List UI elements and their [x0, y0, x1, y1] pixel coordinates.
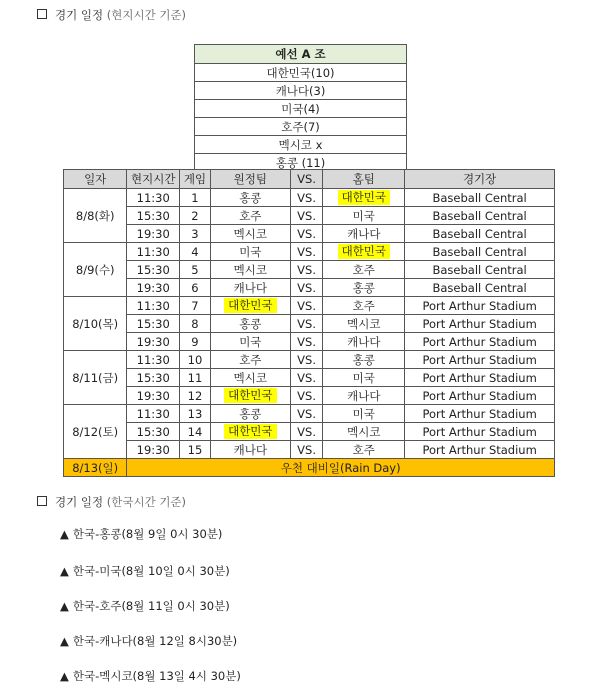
- game-number: 6: [180, 279, 211, 297]
- home-team: [323, 243, 405, 261]
- game-row: [64, 423, 555, 441]
- vs-label: VS.: [290, 225, 323, 243]
- game-row: [64, 279, 555, 297]
- vs-label: VS.: [290, 243, 323, 261]
- vs-label: VS.: [290, 279, 323, 297]
- group-team-row: [195, 136, 407, 154]
- vs-label: VS.: [290, 405, 323, 423]
- game-time: 11:30: [127, 243, 180, 261]
- venue: Port Arthur Stadium: [405, 351, 555, 369]
- game-row: [64, 441, 555, 459]
- vs-label: VS.: [290, 441, 323, 459]
- away-team: 멕시코: [210, 369, 290, 387]
- game-date: 8/12(토): [64, 405, 127, 459]
- home-team: 캐나다: [323, 333, 405, 351]
- highlighted-team: 대한민국: [224, 424, 276, 439]
- group-team-row: [195, 100, 407, 118]
- venue: Port Arthur Stadium: [405, 297, 555, 315]
- venue: Baseball Central: [405, 189, 555, 207]
- venue: Baseball Central: [405, 207, 555, 225]
- group-team: 멕시코 x: [195, 136, 407, 154]
- game-number: 10: [180, 351, 211, 369]
- column-header: 일자: [64, 170, 127, 189]
- game-row: [64, 369, 555, 387]
- game-row: [64, 297, 555, 315]
- game-date: 8/8(화): [64, 189, 127, 243]
- home-team: 캐나다: [323, 225, 405, 243]
- vs-label: VS.: [290, 189, 323, 207]
- away-team: [210, 423, 290, 441]
- korea-time-text: 한국-캐나다(8월 12일 8시30분): [72, 634, 238, 648]
- away-team: 미국: [210, 333, 290, 351]
- group-header-row: [195, 45, 407, 64]
- game-time: 11:30: [127, 351, 180, 369]
- game-number: 8: [180, 315, 211, 333]
- away-team: 캐나다: [210, 279, 290, 297]
- game-row: [64, 351, 555, 369]
- group-team: 호주(7): [195, 118, 407, 136]
- home-team: 미국: [323, 207, 405, 225]
- game-row: [64, 189, 555, 207]
- group-team: 미국(4): [195, 100, 407, 118]
- away-team: 멕시코: [210, 261, 290, 279]
- triangle-bullet-icon: ▲: [60, 634, 69, 648]
- venue: Baseball Central: [405, 279, 555, 297]
- game-number: 4: [180, 243, 211, 261]
- vs-label: VS.: [290, 387, 323, 405]
- heading-text: 경기 일정: [55, 8, 104, 22]
- column-header: 원정팀: [210, 170, 290, 189]
- game-time: 11:30: [127, 189, 180, 207]
- highlighted-team: 대한민국: [338, 190, 390, 205]
- away-team: [210, 297, 290, 315]
- section-heading-local-time: [37, 7, 186, 23]
- game-number: 3: [180, 225, 211, 243]
- game-row: [64, 387, 555, 405]
- korea-time-item: [60, 563, 230, 579]
- column-header: 현지시간: [127, 170, 180, 189]
- korea-time-item: [60, 668, 241, 684]
- game-number: 12: [180, 387, 211, 405]
- game-time: 11:30: [127, 297, 180, 315]
- rain-day-text: 우천 대비일(Rain Day): [127, 459, 555, 477]
- group-team-row: [195, 118, 407, 136]
- game-time: 15:30: [127, 261, 180, 279]
- group-team-row: [195, 64, 407, 82]
- venue: Baseball Central: [405, 225, 555, 243]
- group-team: 캐나다(3): [195, 82, 407, 100]
- game-number: 7: [180, 297, 211, 315]
- away-team: 미국: [210, 243, 290, 261]
- venue: Port Arthur Stadium: [405, 423, 555, 441]
- vs-label: VS.: [290, 333, 323, 351]
- highlighted-team: 대한민국: [224, 298, 276, 313]
- venue: Port Arthur Stadium: [405, 315, 555, 333]
- korea-time-text: 한국-홍콩(8월 9일 0시 30분): [72, 527, 223, 541]
- home-team: 멕시코: [323, 423, 405, 441]
- game-time: 19:30: [127, 225, 180, 243]
- vs-label: VS.: [290, 423, 323, 441]
- vs-label: VS.: [290, 351, 323, 369]
- section-heading-korea-time: [37, 494, 186, 510]
- vs-label: VS.: [290, 261, 323, 279]
- away-team: 호주: [210, 351, 290, 369]
- game-date: 8/11(금): [64, 351, 127, 405]
- korea-time-item: [60, 633, 237, 649]
- away-team: [210, 387, 290, 405]
- game-time: 19:30: [127, 441, 180, 459]
- game-number: 2: [180, 207, 211, 225]
- home-team: 호주: [323, 441, 405, 459]
- venue: Port Arthur Stadium: [405, 405, 555, 423]
- game-row: [64, 405, 555, 423]
- venue: Baseball Central: [405, 243, 555, 261]
- korea-time-item: [60, 598, 230, 614]
- highlighted-team: 대한민국: [338, 244, 390, 259]
- home-team: 호주: [323, 297, 405, 315]
- korea-time-text: 한국-멕시코(8월 13일 4시 30분): [72, 669, 241, 683]
- game-number: 11: [180, 369, 211, 387]
- home-team: [323, 189, 405, 207]
- game-number: 5: [180, 261, 211, 279]
- korea-time-text: 한국-미국(8월 10일 0시 30분): [72, 564, 230, 578]
- away-team: 호주: [210, 207, 290, 225]
- away-team: 홍콩: [210, 315, 290, 333]
- game-number: 9: [180, 333, 211, 351]
- game-number: 15: [180, 441, 211, 459]
- group-title: 예선 A 조: [195, 45, 407, 64]
- game-row: [64, 315, 555, 333]
- game-row: [64, 333, 555, 351]
- game-time: 15:30: [127, 315, 180, 333]
- game-time: 15:30: [127, 207, 180, 225]
- highlighted-team: 대한민국: [224, 388, 276, 403]
- checkbox-square-icon: [37, 9, 47, 19]
- heading-text: 경기 일정: [55, 495, 104, 509]
- vs-label: VS.: [290, 207, 323, 225]
- vs-label: VS.: [290, 315, 323, 333]
- home-team: 미국: [323, 405, 405, 423]
- game-time: 19:30: [127, 387, 180, 405]
- schedule-header-row: [64, 170, 555, 189]
- game-time: 15:30: [127, 423, 180, 441]
- triangle-bullet-icon: ▲: [60, 669, 69, 683]
- column-header: 경기장: [405, 170, 555, 189]
- away-team: 멕시코: [210, 225, 290, 243]
- venue: Port Arthur Stadium: [405, 333, 555, 351]
- group-team-row: [195, 82, 407, 100]
- home-team: 호주: [323, 261, 405, 279]
- venue: Port Arthur Stadium: [405, 387, 555, 405]
- home-team: 멕시코: [323, 315, 405, 333]
- home-team: 홍콩: [323, 351, 405, 369]
- away-team: 홍콩: [210, 189, 290, 207]
- triangle-bullet-icon: ▲: [60, 564, 69, 578]
- home-team: 캐나다: [323, 387, 405, 405]
- away-team: 캐나다: [210, 441, 290, 459]
- venue: Baseball Central: [405, 261, 555, 279]
- game-row: [64, 243, 555, 261]
- game-number: 14: [180, 423, 211, 441]
- group-a-table: [194, 44, 407, 172]
- venue: Port Arthur Stadium: [405, 441, 555, 459]
- game-number: 13: [180, 405, 211, 423]
- game-date: 8/10(목): [64, 297, 127, 351]
- home-team: 미국: [323, 369, 405, 387]
- heading-paren: (현지시간 기준): [106, 8, 187, 22]
- game-time: 15:30: [127, 369, 180, 387]
- triangle-bullet-icon: ▲: [60, 599, 69, 613]
- game-time: 19:30: [127, 279, 180, 297]
- game-number: 1: [180, 189, 211, 207]
- checkbox-square-icon: [37, 496, 47, 506]
- group-team: 홍콩 (11): [195, 154, 407, 172]
- game-time: 11:30: [127, 405, 180, 423]
- home-team: 홍콩: [323, 279, 405, 297]
- rain-day-date: 8/13(일): [64, 459, 127, 477]
- game-row: [64, 207, 555, 225]
- column-header: VS.: [290, 170, 323, 189]
- game-date: 8/9(수): [64, 243, 127, 297]
- heading-paren: (한국시간 기준): [106, 495, 187, 509]
- venue: Port Arthur Stadium: [405, 369, 555, 387]
- column-header: 게임: [180, 170, 211, 189]
- korea-time-text: 한국-호주(8월 11일 0시 30분): [72, 599, 230, 613]
- vs-label: VS.: [290, 297, 323, 315]
- schedule-table: [63, 169, 555, 477]
- away-team: 홍콩: [210, 405, 290, 423]
- triangle-bullet-icon: ▲: [60, 527, 69, 541]
- korea-time-item: [60, 526, 222, 542]
- rain-day-row: [64, 459, 555, 477]
- vs-label: VS.: [290, 369, 323, 387]
- group-team: 대한민국(10): [195, 64, 407, 82]
- game-row: [64, 225, 555, 243]
- column-header: 홈팀: [323, 170, 405, 189]
- game-row: [64, 261, 555, 279]
- game-time: 19:30: [127, 333, 180, 351]
